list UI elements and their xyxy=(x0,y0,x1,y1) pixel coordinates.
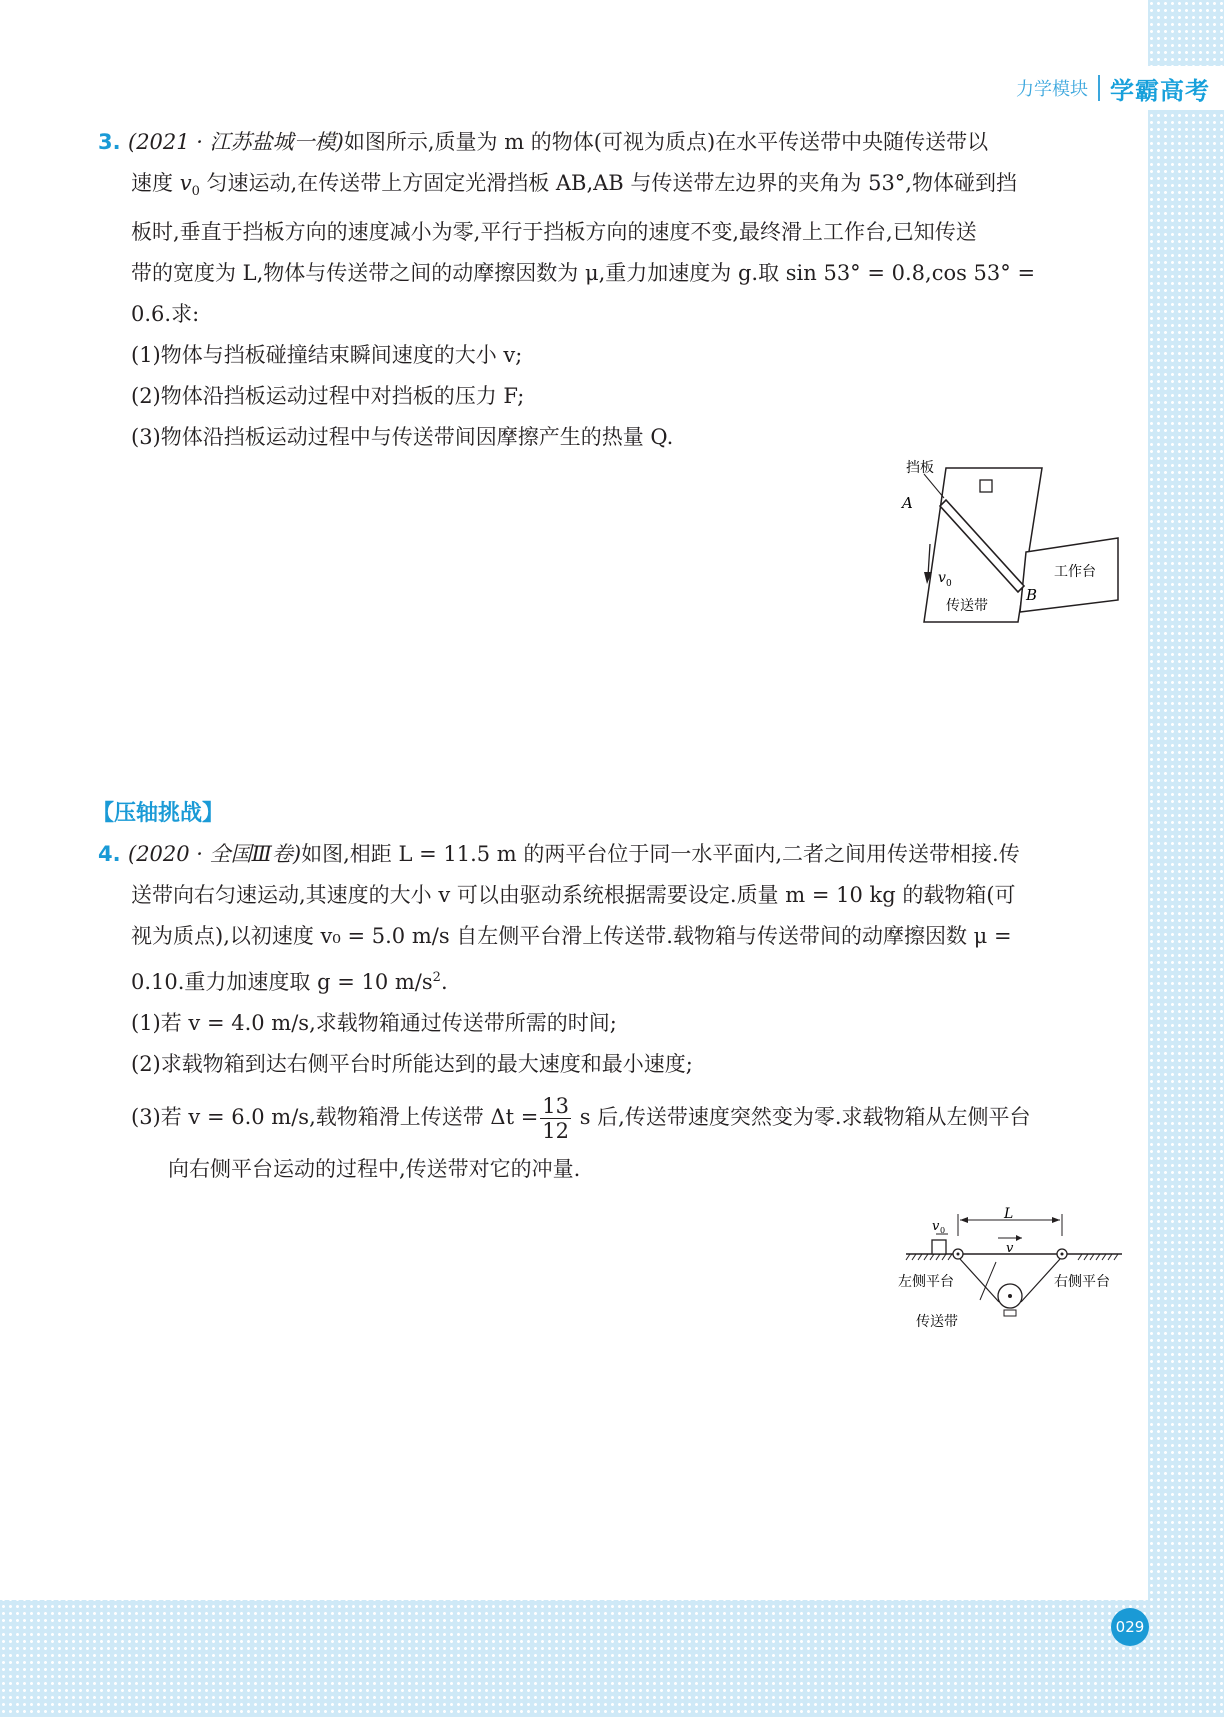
fraction-denominator: 12 xyxy=(542,1119,570,1143)
figure-4-label-right: 右侧平台 xyxy=(1054,1274,1110,1290)
figure-3-label-baffle: 挡板 xyxy=(906,460,934,476)
fraction xyxy=(540,1094,571,1143)
problem-4 xyxy=(98,834,1128,1190)
problem-4-question-1: (1)若 v = 4.0 m/s,求载物箱通过传送带所需的时间; xyxy=(131,1011,617,1035)
problem-4-line-4 xyxy=(98,957,1128,1003)
problem-source: (2020 · 全国Ⅲ卷) xyxy=(128,842,302,866)
problem-text: 匀速运动,在传送带上方固定光滑挡板 AB,AB 与传送带左边界的夹角为 53°,物体碰到挡 xyxy=(199,171,1017,195)
variable: v xyxy=(179,171,192,195)
fraction-numerator: 13 xyxy=(542,1094,570,1118)
problem-4-line-3: 视为质点),以初速度 v₀ = 5.0 m/s 自左侧平台滑上传送带.载物箱与传送带间的动摩擦因数 μ = xyxy=(131,924,1012,948)
header-badge xyxy=(1002,66,1224,110)
figure-3-svg xyxy=(896,452,1132,628)
figure-conveyor-platforms xyxy=(896,1206,1132,1336)
problem-3-line-1 xyxy=(98,122,1128,163)
problem-text: 如图所示,质量为 m 的物体(可视为质点)在水平传送带中央随传送带以 xyxy=(343,130,989,154)
figure-4-label-L: L xyxy=(1004,1206,1014,1222)
problem-4-question-2: (2)求载物箱到达右侧平台时所能达到的最大速度和最小速度; xyxy=(131,1052,693,1076)
figure-conveyor-baffle xyxy=(896,452,1132,628)
problem-text: . xyxy=(440,970,448,994)
problem-3-question-3: (3)物体沿挡板运动过程中与传送带间因摩擦产生的热量 Q. xyxy=(131,425,674,450)
section-title: 【压轴挑战】 xyxy=(92,801,225,826)
figure-3-label-belt: 传送带 xyxy=(946,598,988,614)
figure-3-label-A: A xyxy=(902,494,913,512)
problem-3-question-2: (2)物体沿挡板运动过程中对挡板的压力 F; xyxy=(131,384,525,409)
problem-3-line-5: 0.6.求: xyxy=(131,302,200,327)
figure-3-label-v: v xyxy=(938,570,946,586)
problem-3-line-4: 带的宽度为 L,物体与传送带之间的动摩擦因数为 μ,重力加速度为 g.取 sin 53° = 0.8,cos 53° = xyxy=(131,261,1036,286)
superscript: 2 xyxy=(432,970,441,985)
problem-3-line-2 xyxy=(98,163,1128,212)
figure-4-svg xyxy=(896,1206,1132,1336)
problem-3 xyxy=(98,122,1128,458)
problem-text: 0.10.重力加速度取 g = 10 m/s xyxy=(131,970,433,994)
problem-text: s 后,传送带速度突然变为零.求载物箱从左侧平台 xyxy=(579,1105,1031,1129)
figure-3-label-table: 工作台 xyxy=(1054,564,1096,580)
problem-4-line-1 xyxy=(98,834,1128,875)
problem-4-question-3 xyxy=(98,1085,1128,1149)
brand-label: 学霸高考 xyxy=(1110,76,1210,105)
figure-4-label-v0: v xyxy=(932,1219,940,1234)
subscript: 0 xyxy=(191,184,200,200)
problem-number: 4. xyxy=(98,842,121,866)
problem-text: 如图,相距 L = 11.5 m 的两平台位于同一水平面内,二者之间用传送带相接.传 xyxy=(301,842,1020,866)
figure-4-label-belt: 传送带 xyxy=(916,1314,958,1330)
figure-4-label-v0-sub: 0 xyxy=(940,1226,946,1235)
problem-text: 速度 xyxy=(131,171,180,195)
figure-3-label-B: B xyxy=(1026,586,1038,604)
page-number: 029 xyxy=(1111,1608,1149,1646)
figure-3-label-v-sub: 0 xyxy=(946,579,952,589)
module-label: 力学模块 xyxy=(1016,79,1088,100)
problem-4-line-2: 送带向右匀速运动,其速度的大小 v 可以由驱动系统根据需要设定.质量 m = 10 kg 的载物箱(可 xyxy=(131,883,1016,907)
figure-4-label-left: 左侧平台 xyxy=(898,1274,954,1290)
header-divider xyxy=(1098,75,1100,101)
problem-4-question-3-cont: 向右侧平台运动的过程中,传送带对它的冲量. xyxy=(168,1157,581,1181)
problem-3-question-1: (1)物体与挡板碰撞结束瞬间速度的大小 v; xyxy=(131,343,523,368)
problem-number: 3. xyxy=(98,130,121,154)
problem-3-line-3: 板时,垂直于挡板方向的速度减小为零,平行于挡板方向的速度不变,最终滑上工作台,已知传送 xyxy=(131,220,977,245)
problem-source: (2021 · 江苏盐城一模) xyxy=(128,130,344,154)
figure-4-label-v: v xyxy=(1006,1241,1014,1256)
problem-text: (3)若 v = 6.0 m/s,载物箱滑上传送带 Δt = xyxy=(131,1105,539,1129)
